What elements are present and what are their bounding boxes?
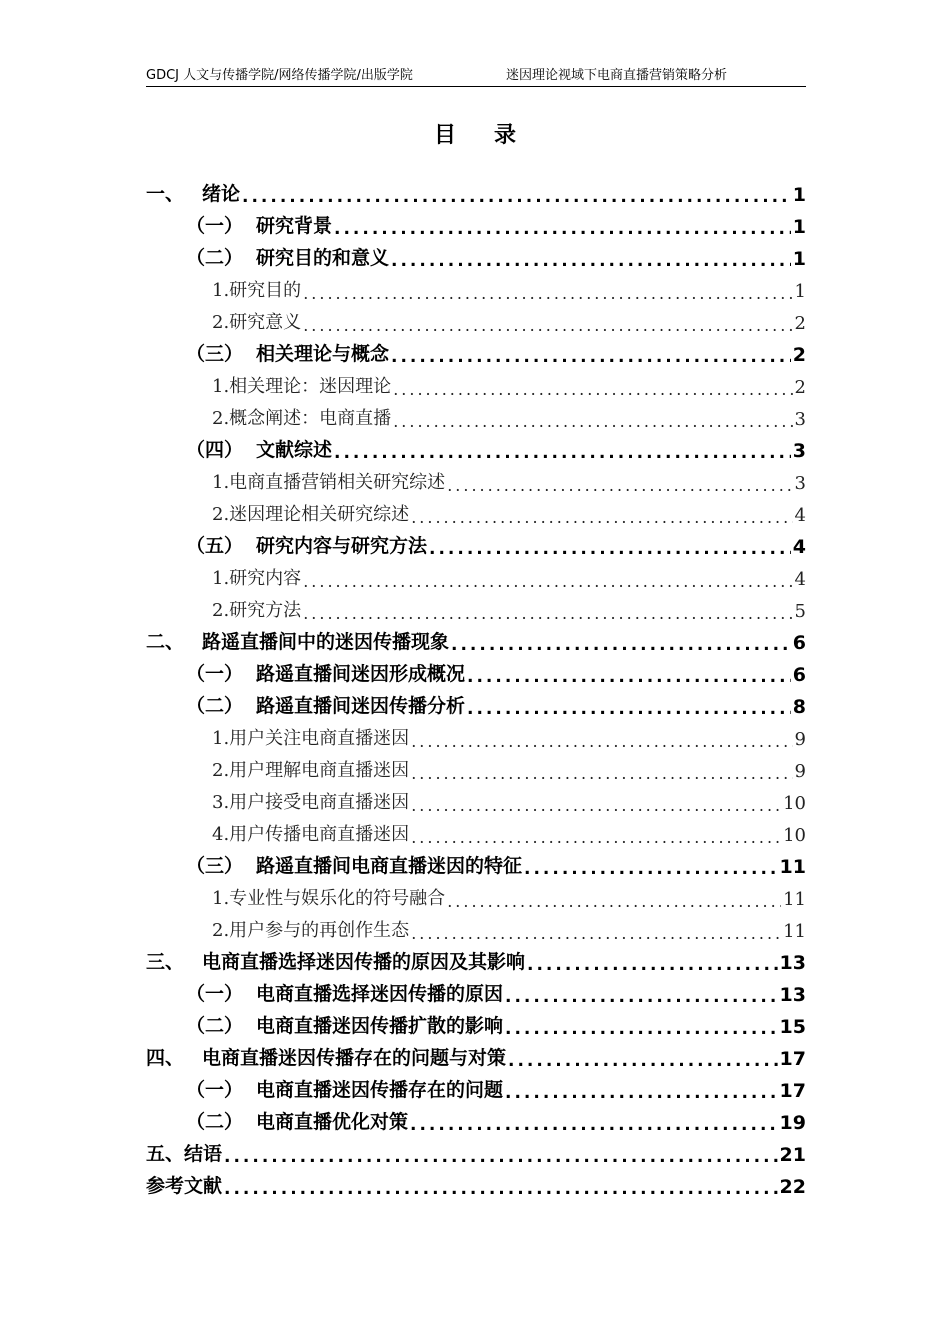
toc-entry-number: （三）: [186, 855, 244, 877]
toc-entry-label: [146, 1043, 506, 1070]
toc-dot-leader: [505, 1085, 778, 1102]
toc-entry-title: 1.专业性与娱乐化的符号融合: [212, 888, 446, 909]
toc-dot-leader: [451, 637, 791, 654]
toc-page-number: 5: [794, 601, 806, 622]
toc-dot-leader: [334, 221, 791, 238]
toc-entry[interactable]: [146, 628, 806, 660]
toc-dot-leader: [467, 669, 791, 686]
toc-entry[interactable]: [146, 212, 806, 244]
toc-page-number: 21: [779, 1144, 806, 1166]
toc-entry-title: 2.研究意义: [212, 312, 302, 333]
toc-entry-title: 路遥直播间电商直播迷因的特征: [256, 855, 523, 877]
toc-entry[interactable]: [146, 980, 806, 1012]
toc-entry[interactable]: [146, 276, 806, 308]
toc-page-number: 3: [794, 473, 806, 494]
toc-entry-label: [186, 339, 389, 366]
toc-entry-label: [186, 659, 465, 686]
toc-dot-leader: [303, 606, 792, 622]
toc-entry-title: 文献综述: [256, 439, 333, 461]
toc-dot-leader: [303, 286, 792, 302]
toc-dot-leader: [411, 734, 792, 750]
toc-entry-title: 路遥直播间中的迷因传播现象: [202, 631, 450, 653]
toc-page-number: 11: [783, 921, 806, 942]
toc-entry-number: （五）: [186, 535, 244, 557]
toc-entry[interactable]: [146, 756, 806, 788]
toc-entry-number: 一、: [146, 183, 185, 205]
toc-entry[interactable]: [146, 820, 806, 852]
toc-entry-label: [186, 243, 389, 270]
toc-entry-label: [212, 820, 409, 846]
toc-entry[interactable]: [146, 692, 806, 724]
toc-entry[interactable]: [146, 372, 806, 404]
toc-entry[interactable]: [146, 916, 806, 948]
toc-dot-leader: [391, 349, 791, 366]
toc-dot-leader: [391, 253, 791, 270]
toc-entry-label: [186, 979, 503, 1006]
toc-entry-title: 电商直播迷因传播存在的问题: [256, 1079, 504, 1101]
toc-entry-label: [212, 308, 301, 334]
toc-page-number: 2: [794, 377, 806, 398]
toc-entry-label: [212, 276, 301, 302]
toc-entry-label: [212, 596, 301, 622]
toc-entry[interactable]: [146, 884, 806, 916]
toc-dot-leader: [508, 1053, 778, 1070]
toc-dot-leader: [224, 1181, 778, 1198]
toc-entry[interactable]: [146, 948, 806, 980]
toc-entry-label: [186, 691, 465, 718]
toc-dot-leader: [393, 414, 792, 430]
toc-page-number: 9: [794, 761, 806, 782]
toc-entry-title: 参考文献: [146, 1175, 223, 1197]
toc-dot-leader: [224, 1149, 778, 1166]
toc-page-number: 1: [794, 281, 806, 302]
toc-entry-title: 研究内容与研究方法: [256, 535, 428, 557]
toc-page-number: 3: [794, 409, 806, 430]
toc-page-number: 13: [779, 952, 806, 974]
toc-entry-title: 绪论: [202, 183, 241, 205]
toc-dot-leader: [527, 957, 778, 974]
toc-entry[interactable]: [146, 180, 806, 212]
toc-dot-leader: [429, 541, 791, 558]
toc-page-number: 11: [779, 856, 806, 878]
toc-entry-title: 电商直播选择迷因传播的原因: [256, 983, 504, 1005]
toc-page-number: 13: [779, 984, 806, 1006]
toc-page-number: 1: [792, 248, 806, 270]
toc-entry-title: 相关理论与概念: [256, 343, 390, 365]
toc-dot-leader: [303, 574, 792, 590]
toc-entry-title: 2.研究方法: [212, 600, 302, 621]
toc-entry-title: 2.用户参与的再创作生态: [212, 920, 410, 941]
toc-entry-number: （一）: [186, 983, 244, 1005]
toc-entry-label: [186, 1107, 408, 1134]
toc-entry-label: [146, 627, 449, 654]
header-right-text: 迷因理论视域下电商直播营销策略分析: [506, 68, 728, 83]
toc-entry[interactable]: [146, 532, 806, 564]
toc-entry-number: 三、: [146, 951, 185, 973]
toc-entry-label: [212, 756, 409, 782]
toc-entry-title: 2.迷因理论相关研究综述: [212, 504, 410, 525]
toc-entry-number: （二）: [186, 695, 244, 717]
toc-entry-title: 2.概念阐述：电商直播: [212, 408, 392, 429]
table-of-contents: [146, 180, 806, 1204]
toc-entry[interactable]: [146, 724, 806, 756]
toc-page-number: 1: [792, 184, 806, 206]
toc-page-number: 17: [779, 1048, 806, 1070]
toc-dot-leader: [505, 1021, 778, 1038]
toc-entry-number: （二）: [186, 1111, 244, 1133]
toc-dot-leader: [393, 382, 792, 398]
toc-dot-leader: [505, 989, 778, 1006]
toc-page-number: 22: [779, 1176, 806, 1198]
toc-entry-number: （二）: [186, 247, 244, 269]
toc-entry[interactable]: [146, 404, 806, 436]
toc-entry-number: （一）: [186, 215, 244, 237]
toc-entry-title: 研究背景: [256, 215, 333, 237]
toc-entry-label: [212, 916, 409, 942]
toc-entry-number: （四）: [186, 439, 244, 461]
toc-entry[interactable]: [146, 1012, 806, 1044]
toc-entry-title: 2.用户理解电商直播迷因: [212, 760, 410, 781]
toc-entry-title: 1.研究目的: [212, 280, 302, 301]
toc-page-number: 4: [794, 569, 806, 590]
toc-entry[interactable]: [146, 1140, 806, 1172]
toc-entry-number: 二、: [146, 631, 185, 653]
toc-dot-leader: [524, 861, 778, 878]
toc-entry[interactable]: [146, 660, 806, 692]
toc-page-number: 6: [792, 632, 806, 654]
page-title: 目录: [433, 123, 554, 148]
toc-entry-title: 1.研究内容: [212, 568, 302, 589]
toc-entry[interactable]: [146, 564, 806, 596]
toc-entry[interactable]: [146, 1044, 806, 1076]
toc-page-number: 4: [792, 536, 806, 558]
toc-entry-label: [212, 372, 391, 398]
toc-page-number: 6: [792, 664, 806, 686]
toc-entry-number: （一）: [186, 1079, 244, 1101]
toc-entry[interactable]: [146, 788, 806, 820]
toc-dot-leader: [447, 478, 792, 494]
toc-entry-label: [186, 211, 332, 238]
header-left-text: GDCJ 人文与传播学院/网络传播学院/出版学院: [146, 68, 413, 83]
toc-entry-label: [212, 884, 445, 910]
toc-dot-leader: [410, 1117, 778, 1134]
toc-entry-number: （三）: [186, 343, 244, 365]
toc-entry-title: 3.用户接受电商直播迷因: [212, 792, 410, 813]
toc-dot-leader: [411, 926, 781, 942]
toc-entry-label: [212, 468, 445, 494]
toc-dot-leader: [411, 766, 792, 782]
toc-entry-label: [146, 947, 525, 974]
toc-page-number: 10: [783, 825, 806, 846]
toc-entry[interactable]: [146, 596, 806, 628]
toc-entry-title: 1.用户关注电商直播迷因: [212, 728, 410, 749]
toc-page-number: 8: [792, 696, 806, 718]
toc-entry-label: [212, 724, 409, 750]
toc-entry-title: 1.相关理论：迷因理论: [212, 376, 392, 397]
toc-page-number: 2: [794, 313, 806, 334]
toc-page-number: 11: [783, 889, 806, 910]
toc-dot-leader: [334, 445, 791, 462]
toc-entry-label: [212, 564, 301, 590]
toc-page-number: 3: [792, 440, 806, 462]
toc-entry-label: [186, 531, 427, 558]
toc-page-number: 15: [779, 1016, 806, 1038]
toc-entry-title: 电商直播迷因传播存在的问题与对策: [202, 1047, 507, 1069]
toc-entry-number: （二）: [186, 1015, 244, 1037]
toc-entry-title: 路遥直播间迷因形成概况: [256, 663, 466, 685]
toc-entry-number: （一）: [186, 663, 244, 685]
toc-entry[interactable]: [146, 436, 806, 468]
toc-entry-label: [146, 1139, 222, 1166]
toc-entry[interactable]: [146, 1108, 806, 1140]
toc-entry[interactable]: [146, 340, 806, 372]
toc-dot-leader: [467, 701, 791, 718]
toc-dot-leader: [411, 830, 781, 846]
toc-entry-title: 五、结语: [146, 1143, 223, 1165]
toc-entry-label: [186, 851, 522, 878]
toc-entry[interactable]: [146, 1076, 806, 1108]
toc-dot-leader: [447, 894, 781, 910]
toc-page-number: 9: [794, 729, 806, 750]
toc-page-number: 17: [779, 1080, 806, 1102]
toc-dot-leader: [411, 510, 792, 526]
toc-page-number: 19: [779, 1112, 806, 1134]
toc-page-number: 1: [792, 216, 806, 238]
toc-entry-label: [146, 179, 240, 206]
toc-entry-title: 电商直播迷因传播扩散的影响: [256, 1015, 504, 1037]
toc-entry-title: 4.用户传播电商直播迷因: [212, 824, 410, 845]
toc-page-number: 2: [792, 344, 806, 366]
toc-entry-label: [212, 404, 391, 430]
page-header: [146, 66, 806, 87]
toc-entry-label: [186, 1075, 503, 1102]
toc-entry-label: [212, 500, 409, 526]
toc-page-number: 10: [783, 793, 806, 814]
toc-dot-leader: [242, 189, 791, 206]
toc-entry-label: [186, 1011, 503, 1038]
toc-entry-label: [186, 435, 332, 462]
toc-entry-label: [212, 788, 409, 814]
toc-entry-number: 四、: [146, 1047, 185, 1069]
toc-entry[interactable]: [146, 500, 806, 532]
toc-entry[interactable]: [146, 468, 806, 500]
toc-entry[interactable]: [146, 852, 806, 884]
toc-entry-label: [146, 1171, 222, 1198]
toc-entry-title: 电商直播选择迷因传播的原因及其影响: [202, 951, 526, 973]
toc-entry[interactable]: [146, 1172, 806, 1204]
toc-entry-title: 研究目的和意义: [256, 247, 390, 269]
toc-entry[interactable]: [146, 308, 806, 340]
toc-dot-leader: [411, 798, 781, 814]
toc-entry-title: 路遥直播间迷因传播分析: [256, 695, 466, 717]
toc-dot-leader: [303, 318, 792, 334]
toc-page-number: 4: [794, 505, 806, 526]
toc-entry-title: 电商直播优化对策: [256, 1111, 409, 1133]
toc-entry[interactable]: [146, 244, 806, 276]
toc-entry-title: 1.电商直播营销相关研究综述: [212, 472, 446, 493]
